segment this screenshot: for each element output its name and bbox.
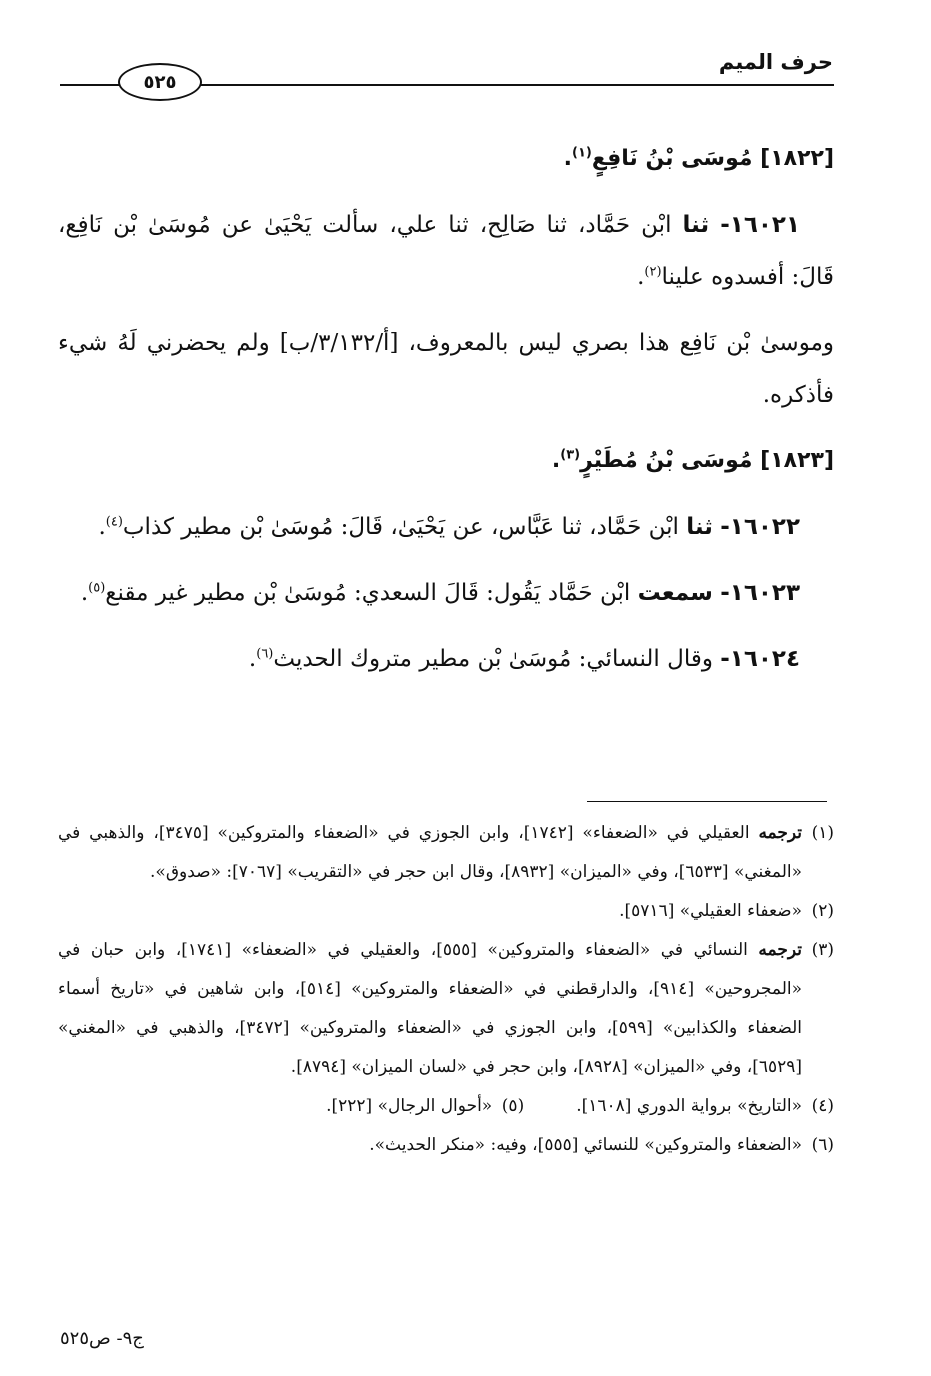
hadith-end: . [248,646,257,672]
hadith-text: ابْن حَمَّاد، ثنا صَالِح، ثنا علي، سألت يَحْيَىٰ عن مُوسَىٰ بْن نَافِع، قَالَ: أفسدوه علينا [58,212,834,290]
footnote [58,814,834,892]
footnotes [58,814,834,1165]
footnote-body: النسائي في «الضعفاء والمتروكين» [٥٥٥]، والعقيلي في «الضعفاء» [١٧٤١]، وابن حبان في «المجروحين» [٩١٤]، والدارقطني في «الضعفاء والمتروكين» [٥١٤]، وابن شاهين في «تاريخ أسماء الضعفاء والكذابين» [٥٩٩]، وابن الجوزي في «الضعفاء والمتروكين» [٣٤٧٢]، والذهبي في «المغني» [٦٥٢٩]، وفي «الميزان» [٨٩٢٨]، وابن حجر في «لسان الميزان» [٨٧٩٤]. [58,940,802,1077]
hadith-end: . [637,264,645,290]
hadith-number: ١٦٠٢٤- [720,646,800,672]
entry-name: مُوسَى بْنُ نَافِعٍ [591,146,753,171]
footnote [58,892,834,931]
comment-paragraph: وموسىٰ بْن نَافِع هذا بصري ليس بالمعروف، [أ/٣/١٣٢/ب] ولم يحضرني لَهُ شيء فأذكره. [58,330,835,408]
footnote-text [58,931,802,1087]
footnote-text: «أحوال الرجال» [٢٢٢]. [326,1096,493,1116]
footnote [576,1087,834,1126]
footnote-text: «التاريخ» برواية الدوري [١٦٠٨]. [576,1096,802,1116]
hadith-lead: ثنا [686,514,713,540]
hadith-paragraph [58,199,834,303]
hadith-text: ابْن حَمَّاد يَقُول: قَالَ السعدي: مُوسَىٰ بْن مطير غير مقنع [105,580,631,606]
hadith-lead: سمعت [637,580,713,606]
entry-heading: [١٨٢٢] مُوسَى بْنُ نَافِعٍ$^{(١)}$. [563,145,834,171]
page-number: ٥٢٥ [143,71,177,93]
volume-page-reference: ج٩- ص٥٢٥ [60,1328,144,1349]
footnote-text [58,814,802,892]
hadith-text: وقال النسائي: مُوسَىٰ بْن مطير متروك الحديث [273,646,713,672]
hadith-end: . [80,580,89,606]
footnote-lead: ترجمه [758,940,802,960]
chapter-title: حرف الميم [718,50,833,74]
footnote-body: العقيلي في «الضعفاء» [١٧٤٢]، وابن الجوزي في «الضعفاء والمتروكين» [٣٤٧٥]، والذهبي في «المغني» [٦٥٣٣]، وفي «الميزان» [٨٩٣٢]، وقال ابن حجر في «التقريب» [٧٠٦٧]: «صدوق». [58,823,802,882]
footnote-number: (١) [811,823,834,843]
entry-heading: [١٨٢٣] مُوسَى بْنُ مُطَيْرٍ$^{(٣)}$. [551,447,834,473]
footnote-rule [587,801,827,802]
hadith-paragraph [58,633,834,685]
footnote-number: (٢) [811,901,834,921]
footnote-number: (٦) [811,1135,834,1155]
footnote-ref: (٤) [105,514,123,530]
footnote-ref: (٢) [644,264,662,280]
entry-number: [١٨٢٢] [760,146,834,171]
main-text [58,133,834,685]
hadith-number: ١٦٠٢١- [720,212,800,238]
footnote-ref: (١) [572,145,592,161]
hadith-number: ١٦٠٢٣- [720,580,800,606]
footnote-text: «ضعفاء العقيلي» [٥٧١٦]. [619,901,802,921]
footnote [58,1126,834,1165]
footnote-number: (٤) [811,1096,834,1116]
page-number-badge [118,63,202,101]
hadith-paragraph [58,567,834,619]
footnote-ref: (٣) [560,447,581,463]
footnote-ref: (٦) [256,646,274,662]
hadith-text: ابْن حَمَّاد، ثنا عَبَّاس، عن يَحْيَىٰ، قَالَ: مُوسَىٰ بْن مطير كذاب [122,514,679,540]
footnote-lead: ترجمه [758,823,802,843]
footnote [58,931,834,1087]
entry-number: [١٨٢٣] [760,448,834,473]
footnote-ref: (٥) [88,580,106,596]
hadith-lead: ثنا [682,212,710,238]
footnote-number: (٥) [501,1096,525,1116]
hadith-number: ١٦٠٢٢- [720,514,800,540]
footnote-number: (٣) [811,940,834,960]
footnote [326,1087,524,1126]
hadith-paragraph [58,501,834,553]
entry-name: مُوسَى بْنُ مُطَيْرٍ [580,448,753,473]
footnote-pair [58,1087,834,1126]
footnote-text: «الضعفاء والمتروكين» للنسائي [٥٥٥]، وفيه: «منكر الحديث». [369,1135,802,1155]
hadith-end: . [98,514,106,540]
